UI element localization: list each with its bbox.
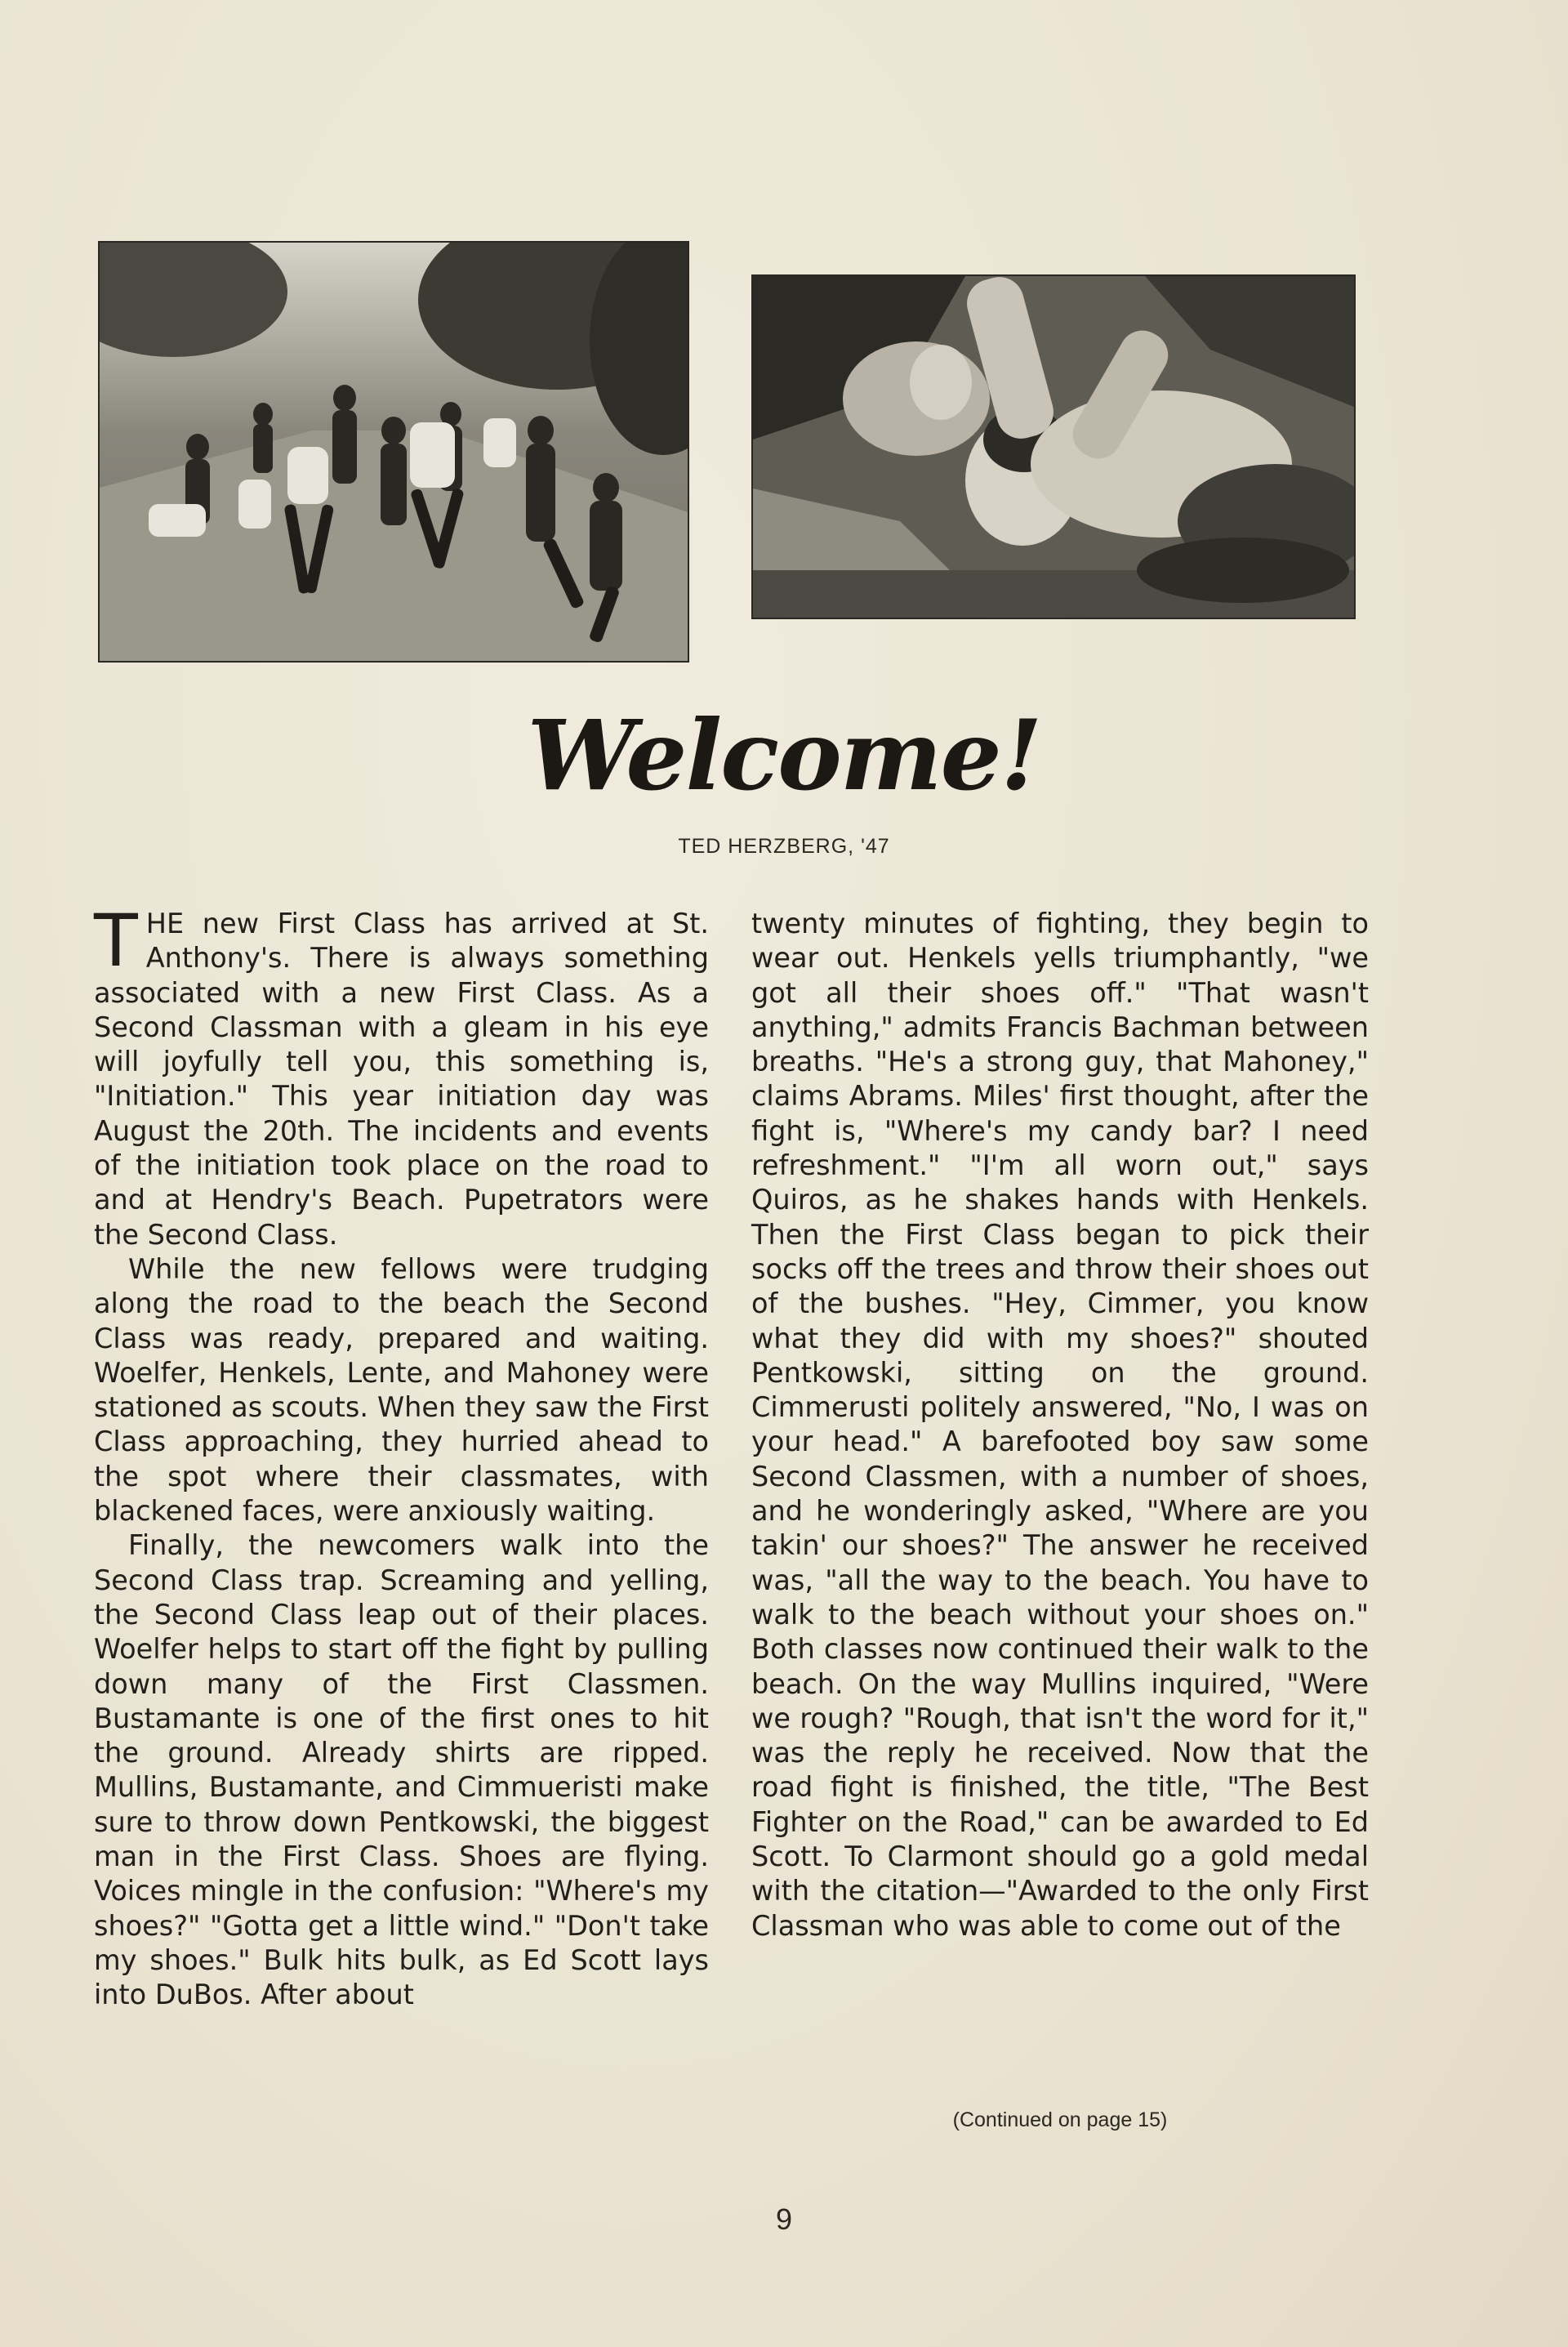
page-number: 9 — [775, 2202, 793, 2236]
paragraph-1 — [94, 899, 709, 1252]
paragraph-1-text: HE new First Class has arrived at St. Anthony's. There is always something associated with a new First Class. As a Second Classman with a gleam in his eye will joyfully tell you, this something is, "Initiation." This year initiation day was August the 20th. The incidents and events of the initiation took place on the road to and at Hendry's Beach. Pupetrators were the Second Class. — [94, 908, 709, 1251]
paragraph-2: While the new fellows were trudging along the road to the beach the Second Class was ready, prepared and waiting. Woelfer, Henkels, Lente, and Mahoney were stationed as scouts. When they saw the First Class approaching, they hurried ahead to the spot where their classmates, with blackened faces, were anxiously waiting. — [94, 1252, 709, 1528]
article-byline: TED HERZBERG, '47 — [678, 835, 890, 858]
paragraph-3: Finally, the newcomers walk into the Second Class trap. Screaming and yelling, the Second Class leap out of their places. Woelfer helps to start off the fight by pulling down many of the First Classmen. Bustamante is one of the first ones to hit the ground. Already shirts are ripped. Mullins, Bustamante, and Cimmueristi make sure to throw down Pentkowski, the biggest man in the First Class. Shoes are flying. Voices mingle in the confusion: "Where's my shoes?" "Gotta get a little wind." "Don't take my shoes." Bulk hits bulk, as Ed Scott lays into DuBos. After about — [94, 1529, 709, 2011]
right-column — [751, 907, 1369, 1943]
drop-cap: T — [94, 899, 138, 983]
wrestling-photo — [753, 276, 1354, 618]
article-title: Welcome! — [527, 698, 1041, 812]
continued-note: (Continued on page 15) — [952, 2108, 1168, 2131]
crowd-fight-photo — [100, 243, 688, 661]
left-column — [94, 899, 709, 2013]
paragraph-4: twenty minutes of fighting, they begin to wear out. Henkels yells triumphantly, "we got all their shoes off." "That wasn't anything," admits Francis Bachman between breaths. "He's a strong guy, that Mahoney," claims Abrams. Miles' first thought, after the fight is, "Where's my candy bar? I need refreshment." "I'm all worn out," says Quiros, as he shakes hands with Henkels. Then the First Class began to pick their socks off the trees and throw their shoes out of the bushes. "Hey, Cimmer, you know what they did with my shoes?" shouted Pentkowski, sitting on the ground. Cimmerusti politely answered, "No, I was on your head." A barefooted boy saw some Second Classmen, with a number of shoes, and he wonderingly asked, "Where are you takin' our shoes?" The answer he received was, "all the way to the beach. You have to walk to the beach without your shoes on." Both classes now continued their walk to the beach. On the way Mullins inquired, "Were we rough? "Rough, that isn't the word for it," was the reply he received. Now that the road fight is finished, the title, "The Best Fighter on the Road," can be awarded to Ed Scott. To Clarmont should go a gold medal with the citation—"Awarded to the only First Classman who was able to come out of the — [751, 908, 1369, 1942]
